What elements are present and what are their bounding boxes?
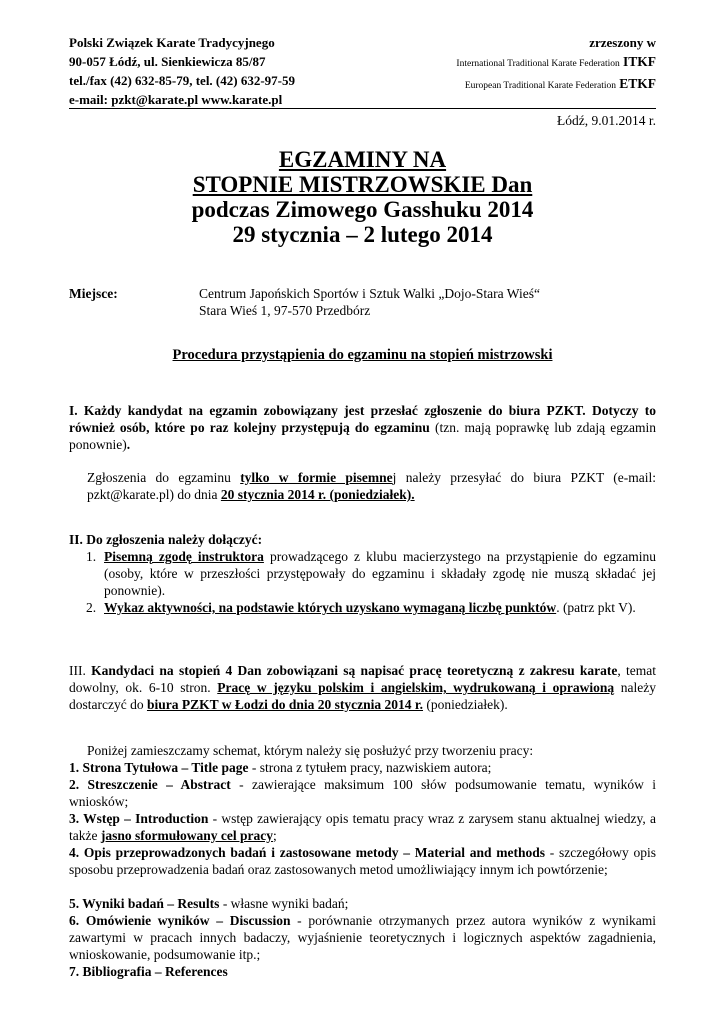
section-1-p2-c: j należy przesyłać do biura PZKT (e-mail: pzkt@karate.pl) do dnia (87, 470, 656, 502)
section-1-p2-d: 20 stycznia 2014 r. (poniedziałek). (220, 487, 415, 502)
schema-item-3-underline: jasno sformułowany cel pracy (100, 828, 273, 843)
section-2-heading: II. Do zgłoszenia należy dołączyć: (69, 532, 263, 547)
section-2-item-2 (104, 599, 656, 616)
venue-line-2: Stara Wieś 1, 97-570 Przedbórz (199, 303, 371, 318)
title-line-4: 29 stycznia – 2 lutego 2014 (232, 222, 493, 247)
section-3-f: (poniedziałek). (423, 697, 508, 712)
section-3-d: należy dostarczyć do (69, 680, 657, 712)
federation-itkf (356, 52, 656, 74)
schema-item-4-text: - szczegółowy opis sposobu przeprowadzenia badań oraz zastosowanych metod umożliwiający innym ich powtórzenie; (69, 845, 656, 877)
title-line-1: EGZAMINY NA (278, 147, 447, 172)
affiliated-label: zrzeszony w (589, 35, 656, 50)
schema-item-3-text: - wstęp zawierający opis tematu pracy wraz z zarysem stanu aktualnej wiedzy, a także (69, 811, 656, 843)
federation-itkf-name: International Traditional Karate Federation (456, 59, 620, 69)
section-1-p2-b: tylko w formie pisemne (240, 470, 393, 485)
section-3-e: biura PZKT w Łodzi do dnia 20 stycznia 2014 r. (146, 697, 424, 712)
schema-item-1 (69, 759, 656, 776)
schema-item-5-text: - własne wyniki badań; (219, 896, 349, 911)
affiliation-block (356, 33, 656, 96)
schema-item-6-title: 6. Omówienie wyników – Discussion (69, 913, 291, 928)
schema-item-2-text: - zawierające maksimum 100 słów podsumowanie tematu, wyników i wniosków; (69, 777, 656, 809)
org-contact: e-mail: pzkt@karate.pl www.karate.pl (69, 92, 283, 107)
section-2-item-2-number: 2. (86, 600, 97, 615)
header-divider (69, 108, 656, 109)
federation-etkf (356, 74, 656, 96)
schema-item-3-title: 3. Wstęp – Introduction (69, 811, 209, 826)
schema-intro: Poniżej zamieszczamy schemat, którym należy się posłużyć przy tworzeniu pracy: (87, 743, 534, 758)
schema-item-6 (69, 912, 656, 963)
section-3-paragraph (69, 662, 656, 713)
title-line-2: STOPNIE MISTRZOWSKIE Dan (192, 172, 533, 197)
schema-item-1-text: - strona z tytułem pracy, nazwiskiem autora; (248, 760, 492, 775)
org-address: 90-057 Łódź, ul. Sienkiewicza 85/87 (69, 54, 266, 69)
schema-item-5-title: 5. Wyniki badań – Results (69, 896, 220, 911)
schema-item-2-title: 2. Streszczenie – Abstract (69, 777, 231, 792)
section-1-text-c: . (126, 437, 131, 452)
schema-item-7: 7. Bibliografia – References (69, 964, 228, 979)
section-3-c: Pracę w języku polskim i angielskim, wydrukowaną i oprawioną (217, 680, 615, 695)
title-line-3: podczas Zimowego Gasshuku 2014 (191, 197, 534, 222)
org-name: Polski Związek Karate Tradycyjnego (69, 35, 275, 50)
section-3-number: III. (69, 663, 92, 678)
federation-itkf-abbr: ITKF (622, 54, 656, 69)
section-2-item-1-number: 1. (86, 549, 97, 564)
section-1-p2-a: Zgłoszenia do egzaminu (87, 470, 241, 485)
section-2-item-2-a: Wykaz aktywności, na podstawie których uzyskano wymaganą liczbę punktów (104, 600, 557, 615)
procedure-heading: Procedura przystąpienia do egzaminu na stopień mistrzowski (172, 347, 553, 363)
venue-label: Miejsce: (69, 286, 118, 301)
section-1-paragraph-2 (87, 469, 656, 503)
federation-etkf-abbr: ETKF (619, 76, 656, 91)
venue-line-1: Centrum Japońskich Sportów i Sztuk Walki „Dojo-Stara Wieś“ (199, 286, 540, 301)
section-2-item-1-b: prowadzącego z klubu macierzystego na przystąpienie do egzaminu (osoby, które w przeszłości przystępowały do egzaminu i składały zgodę nie muszą składać jej ponownie). (104, 549, 656, 598)
schema-item-3-end: ; (272, 828, 277, 843)
schema-item-3 (69, 810, 656, 844)
venue-details (199, 285, 659, 319)
schema-item-4 (69, 844, 656, 878)
document-title (69, 147, 656, 247)
federation-etkf-name: European Traditional Karate Federation (464, 81, 616, 91)
section-2-item-1 (104, 548, 656, 599)
schema-item-1-title: 1. Strona Tytułowa – Title page (69, 760, 249, 775)
schema-item-2 (69, 776, 656, 810)
schema-item-4-title: 4. Opis przeprowadzonych badań i zastosowane metody – Material and methods (69, 845, 545, 860)
section-3-a: Kandydaci na stopień 4 Dan zobowiązani są napisać pracę teoretyczną z zakresu karate (91, 663, 618, 678)
section-1-text-a: I. Każdy kandydat na egzamin zobowiązany jest przesłać zgłoszenie do biura PZKT. Dotyczy to również osób, które po raz kolejny przystępują do egzaminu (69, 403, 656, 435)
schema-item-6-text: - porównanie otrzymanych przez autora wyników z wynikami zawartymi w pracach innych badaczy, wyjaśnienie teoretycznych i logicznych aspektów zagadnienia, wnioskowanie, podsumowanie itp.; (69, 913, 656, 962)
document-date: Łódź, 9.01.2014 r. (557, 113, 656, 128)
section-1-text-b: (tzn. mają poprawkę lub zdają egzamin ponownie) (69, 420, 656, 452)
section-1-paragraph-1 (69, 402, 656, 453)
section-2-item-2-b: . (patrz pkt V). (556, 600, 636, 615)
section-3-b: , temat dowolny, ok. 6-10 stron. (69, 663, 656, 695)
schema-item-5 (69, 895, 656, 912)
section-2-item-1-a: Pisemną zgodę instruktora (104, 549, 264, 564)
org-phone: tel./fax (42) 632-85-79, tel. (42) 632-97-59 (69, 73, 295, 88)
